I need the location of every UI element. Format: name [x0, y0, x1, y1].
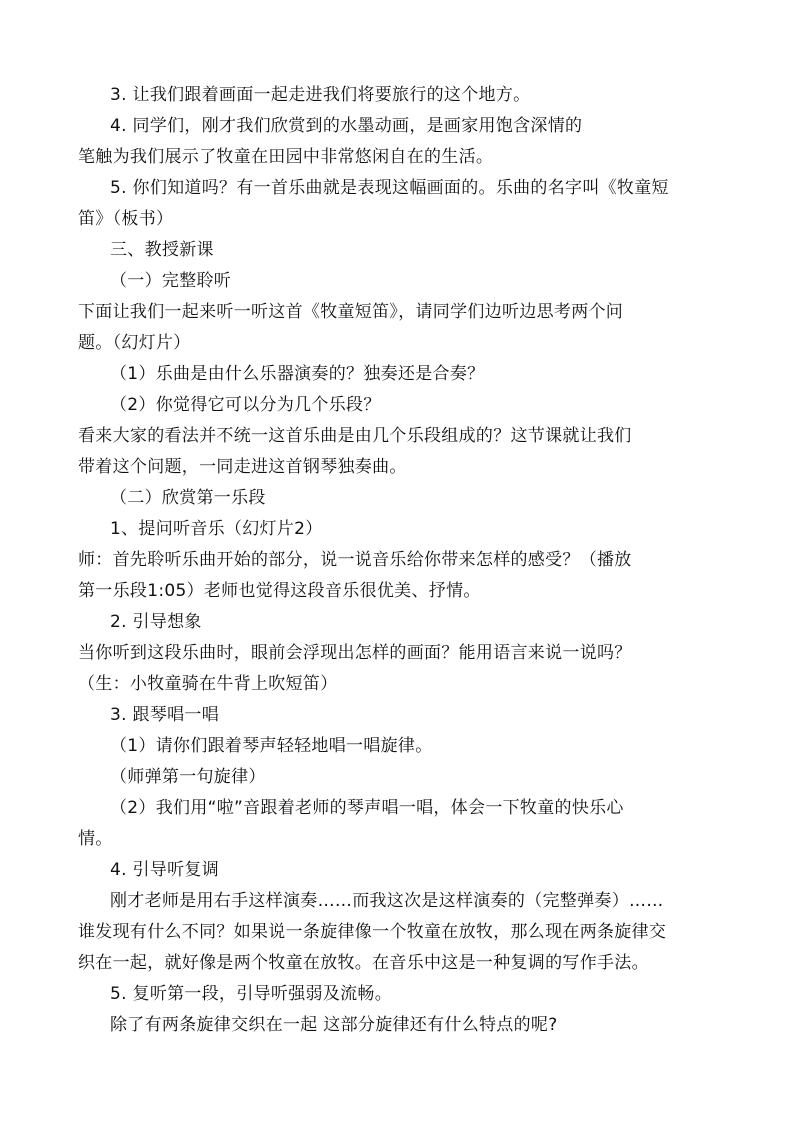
- text-line: 当你听到这段乐曲时，眼前会浮现出怎样的画面？能用语言来说一说吗？: [78, 643, 632, 663]
- text-line: 题。（幻灯片）: [78, 333, 191, 353]
- text-line: 织在一起，就好像是两个牧童在放牧。在音乐中这是一种复调的写作手法。: [78, 953, 649, 973]
- text-line: 笔触为我们展示了牧童在田园中非常悠闲自在的生活。: [78, 147, 494, 167]
- text-line: 情。: [78, 829, 113, 849]
- text-line: （2）我们用“啦”音跟着老师的琴声唱一唱，体会一下牧童的快乐心: [110, 798, 624, 818]
- text-line: 下面让我们一起来听一听这首《牧童短笛》，请同学们边听边思考两个问: [78, 302, 624, 322]
- subsection-heading: （一）完整聆听: [110, 271, 232, 291]
- text-line: （1）请你们跟着琴声轻轻地唱一唱旋律。: [110, 736, 433, 756]
- text-line: （师弹第一句旋律）: [110, 767, 266, 787]
- subsection-heading: （二）欣赏第一乐段: [110, 488, 266, 508]
- text-line: （2）你觉得它可以分为几个乐段？: [110, 395, 381, 415]
- text-line: 师：首先聆听乐曲开始的部分，说一说音乐给你带来怎样的感受？（播放: [78, 550, 632, 570]
- text-line: 2. 引导想象: [110, 612, 202, 632]
- text-line: 刚才老师是用右手这样演奏……而我这次是这样演奏的（完整弹奏）……: [110, 891, 664, 911]
- text-line: 笛》（板书）: [78, 209, 174, 229]
- text-line: （1）乐曲是由什么乐器演奏的？独奏还是合奏？: [110, 364, 485, 384]
- text-line: 5. 你们知道吗？有一首乐曲就是表现这幅画面的。乐曲的名字叫《牧童短: [110, 178, 669, 198]
- text-line: （生：小牧童骑在牛背上吹短笛）: [78, 674, 338, 694]
- text-line: 除了有两条旋律交织在一起 这部分旋律还有什么特点的呢?: [110, 1015, 558, 1035]
- text-line: 3. 跟琴唱一唱: [110, 705, 220, 725]
- text-line: 4. 同学们，刚才我们欣赏到的水墨动画，是画家用饱含深情的: [110, 116, 583, 136]
- text-line: 看来大家的看法并不统一这首乐曲是由几个乐段组成的？这节课就让我们: [78, 426, 632, 446]
- text-line: 4. 引导听复调: [110, 860, 220, 880]
- text-line: 带着这个问题，一同走进这首钢琴独奏曲。: [78, 457, 407, 477]
- text-line: 1、提问听音乐（幻灯片2）: [110, 519, 323, 539]
- text-line: 5. 复听第一段，引导听强弱及流畅。: [110, 984, 393, 1004]
- text-line: 第一乐段1:05）老师也觉得这段音乐很优美、抒情。: [78, 581, 481, 601]
- text-line: 3. 让我们跟着画面一起走进我们将要旅行的这个地方。: [110, 85, 531, 105]
- text-line: 谁发现有什么不同？如果说一条旋律像一个牧童在放牧，那么现在两条旋律交: [78, 922, 667, 942]
- section-heading: 三、教授新课: [110, 240, 214, 260]
